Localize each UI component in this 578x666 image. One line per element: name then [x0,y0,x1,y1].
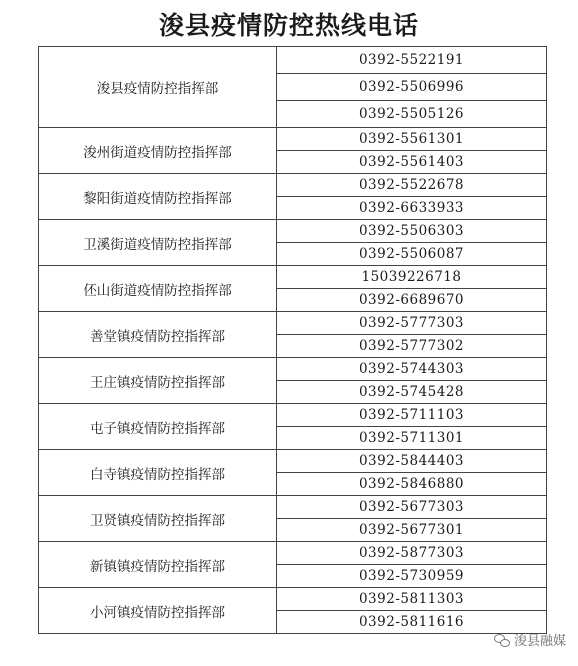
phone-number-cell: 0392-5561403 [277,151,547,174]
table-row [39,312,547,335]
phone-number-cell: 0392-5677301 [277,519,547,542]
table-row [39,404,547,427]
phone-number-cell: 0392-5877303 [277,542,547,565]
phone-number-cell: 0392-5745428 [277,381,547,404]
phone-number-cell: 0392-5744303 [277,358,547,381]
page-title: 浚县疫情防控热线电话 [158,11,419,40]
phone-number-cell: 0392-5677303 [277,496,547,519]
phone-number-cell: 15039226718 [277,266,547,289]
watermark [494,630,566,649]
phone-number-cell: 0392-5846880 [277,473,547,496]
phone-number-cell: 0392-5522191 [277,47,547,74]
table-row [39,174,547,197]
unit-name-cell: 浚州街道疫情防控指挥部 [39,128,277,174]
phone-number-cell: 0392-5811303 [277,588,547,611]
unit-name-cell: 白寺镇疫情防控指挥部 [39,450,277,496]
unit-name-cell: 伾山街道疫情防控指挥部 [39,266,277,312]
unit-name-cell: 屯子镇疫情防控指挥部 [39,404,277,450]
table-row [39,496,547,519]
phone-number-cell: 0392-5730959 [277,565,547,588]
unit-name-cell: 卫贤镇疫情防控指挥部 [39,496,277,542]
table-row [39,358,547,381]
unit-name-cell: 王庄镇疫情防控指挥部 [39,358,277,404]
table-row [39,542,547,565]
unit-name-cell: 新镇镇疫情防控指挥部 [39,542,277,588]
table-row [39,220,547,243]
table-row [39,450,547,473]
table-row [39,588,547,611]
unit-name-cell: 浚县疫情防控指挥部 [39,47,277,128]
phone-number-cell: 0392-6633933 [277,197,547,220]
table-row [39,47,547,74]
watermark-text: 浚县融媒 [513,634,566,649]
phone-number-cell: 0392-5844403 [277,450,547,473]
phone-number-cell: 0392-5505126 [277,101,547,128]
phone-number-cell: 0392-5506303 [277,220,547,243]
phone-number-cell: 0392-5506996 [277,74,547,101]
phone-number-cell: 0392-6689670 [277,289,547,312]
table-row [39,266,547,289]
phone-number-cell: 0392-5711103 [277,404,547,427]
table-body [39,47,547,634]
phone-number-cell: 0392-5561301 [277,128,547,151]
phone-number-cell: 0392-5777303 [277,312,547,335]
phone-number-cell: 0392-5811616 [277,611,547,634]
phone-number-cell: 0392-5522678 [277,174,547,197]
unit-name-cell: 善堂镇疫情防控指挥部 [39,312,277,358]
phone-number-cell: 0392-5777302 [277,335,547,358]
phone-number-cell: 0392-5506087 [277,243,547,266]
unit-name-cell: 小河镇疫情防控指挥部 [39,588,277,634]
unit-name-cell: 卫溪街道疫情防控指挥部 [39,220,277,266]
unit-name-cell: 黎阳街道疫情防控指挥部 [39,174,277,220]
table-row [39,128,547,151]
hotline-table [38,46,547,634]
wechat-icon [494,633,510,647]
phone-number-cell: 0392-5711301 [277,427,547,450]
